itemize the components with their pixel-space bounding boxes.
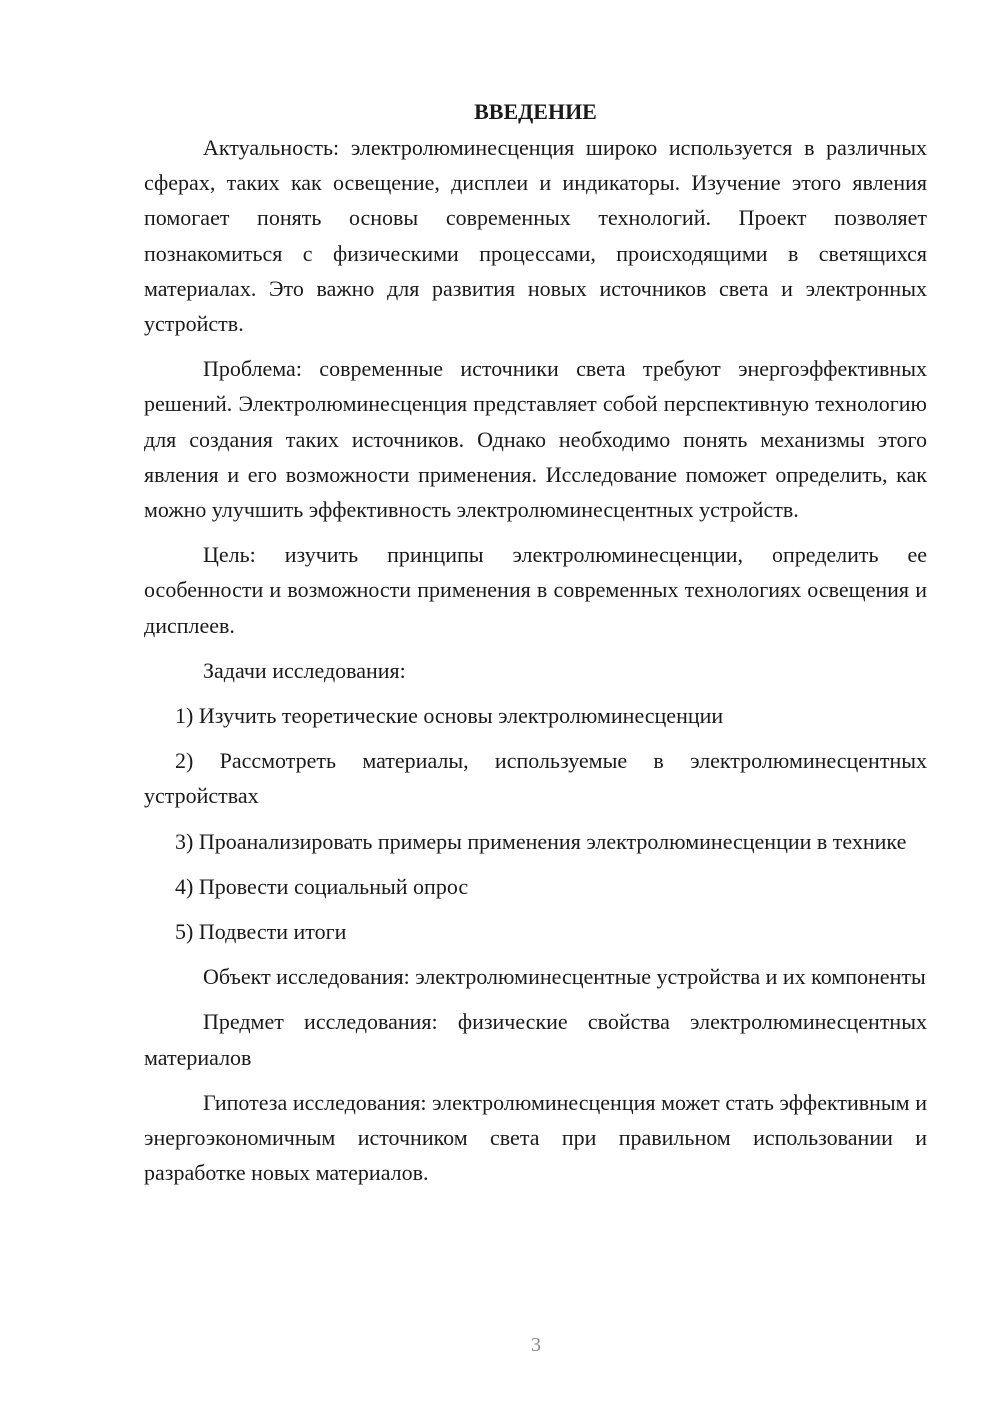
page-content <box>144 94 927 1190</box>
task-item-5: 5) Подвести итоги <box>175 919 347 945</box>
task-item-3: 3) Проанализировать примеры применения электролюминесценции в технике <box>175 828 907 854</box>
paragraph-goal: Цель: изучить принципы электролюминесценции, определить ее особенности и возможности применения в современных технологиях освещения и дисплеев. <box>144 542 927 638</box>
paragraph-object: Объект исследования: электролюминесцентные устройства и их компоненты <box>203 964 926 990</box>
tasks-heading: Задачи исследования: <box>203 657 406 683</box>
paragraph-hypothesis: Гипотеза исследования: электролюминесценция может стать эффективным и энергоэкономичным источником света при правильном использовании и разработке новых материалов. <box>144 1089 927 1186</box>
task-item-4: 4) Провести социальный опрос <box>175 873 469 899</box>
page-number: 3 <box>531 1334 541 1356</box>
paragraph-relevance: Актуальность: электролюминесценция широко используется в различных сферах, таких как освещение, дисплеи и индикаторы. Изучение этого явления помогает понять основы современных технологий. Проект позволяет познакомиться с физическими процессами, происходящими в светящихся материалах. Это важно для развития новых источников света и электронных устройств. <box>144 135 927 337</box>
task-item-2: 2) Рассмотреть материалы, используемые в электролюминесцентных устройствах <box>144 748 927 809</box>
paragraph-subject: Предмет исследования: физические свойства электролюминесцентных материалов <box>144 1009 927 1070</box>
page-title: ВВЕДЕНИЕ <box>474 99 597 124</box>
paragraph-problem: Проблема: современные источники света требуют энергоэффективных решений. Электролюминесценция представляет собой перспективную технологию для создания таких источников. Однако необходимо понять механизмы этого явления и его возможности применения. Исследование поможет определить, как можно улучшить эффективность электролюминесцентных устройств. <box>144 356 927 523</box>
task-item-1: 1) Изучить теоретические основы электролюминесценции <box>175 703 724 729</box>
